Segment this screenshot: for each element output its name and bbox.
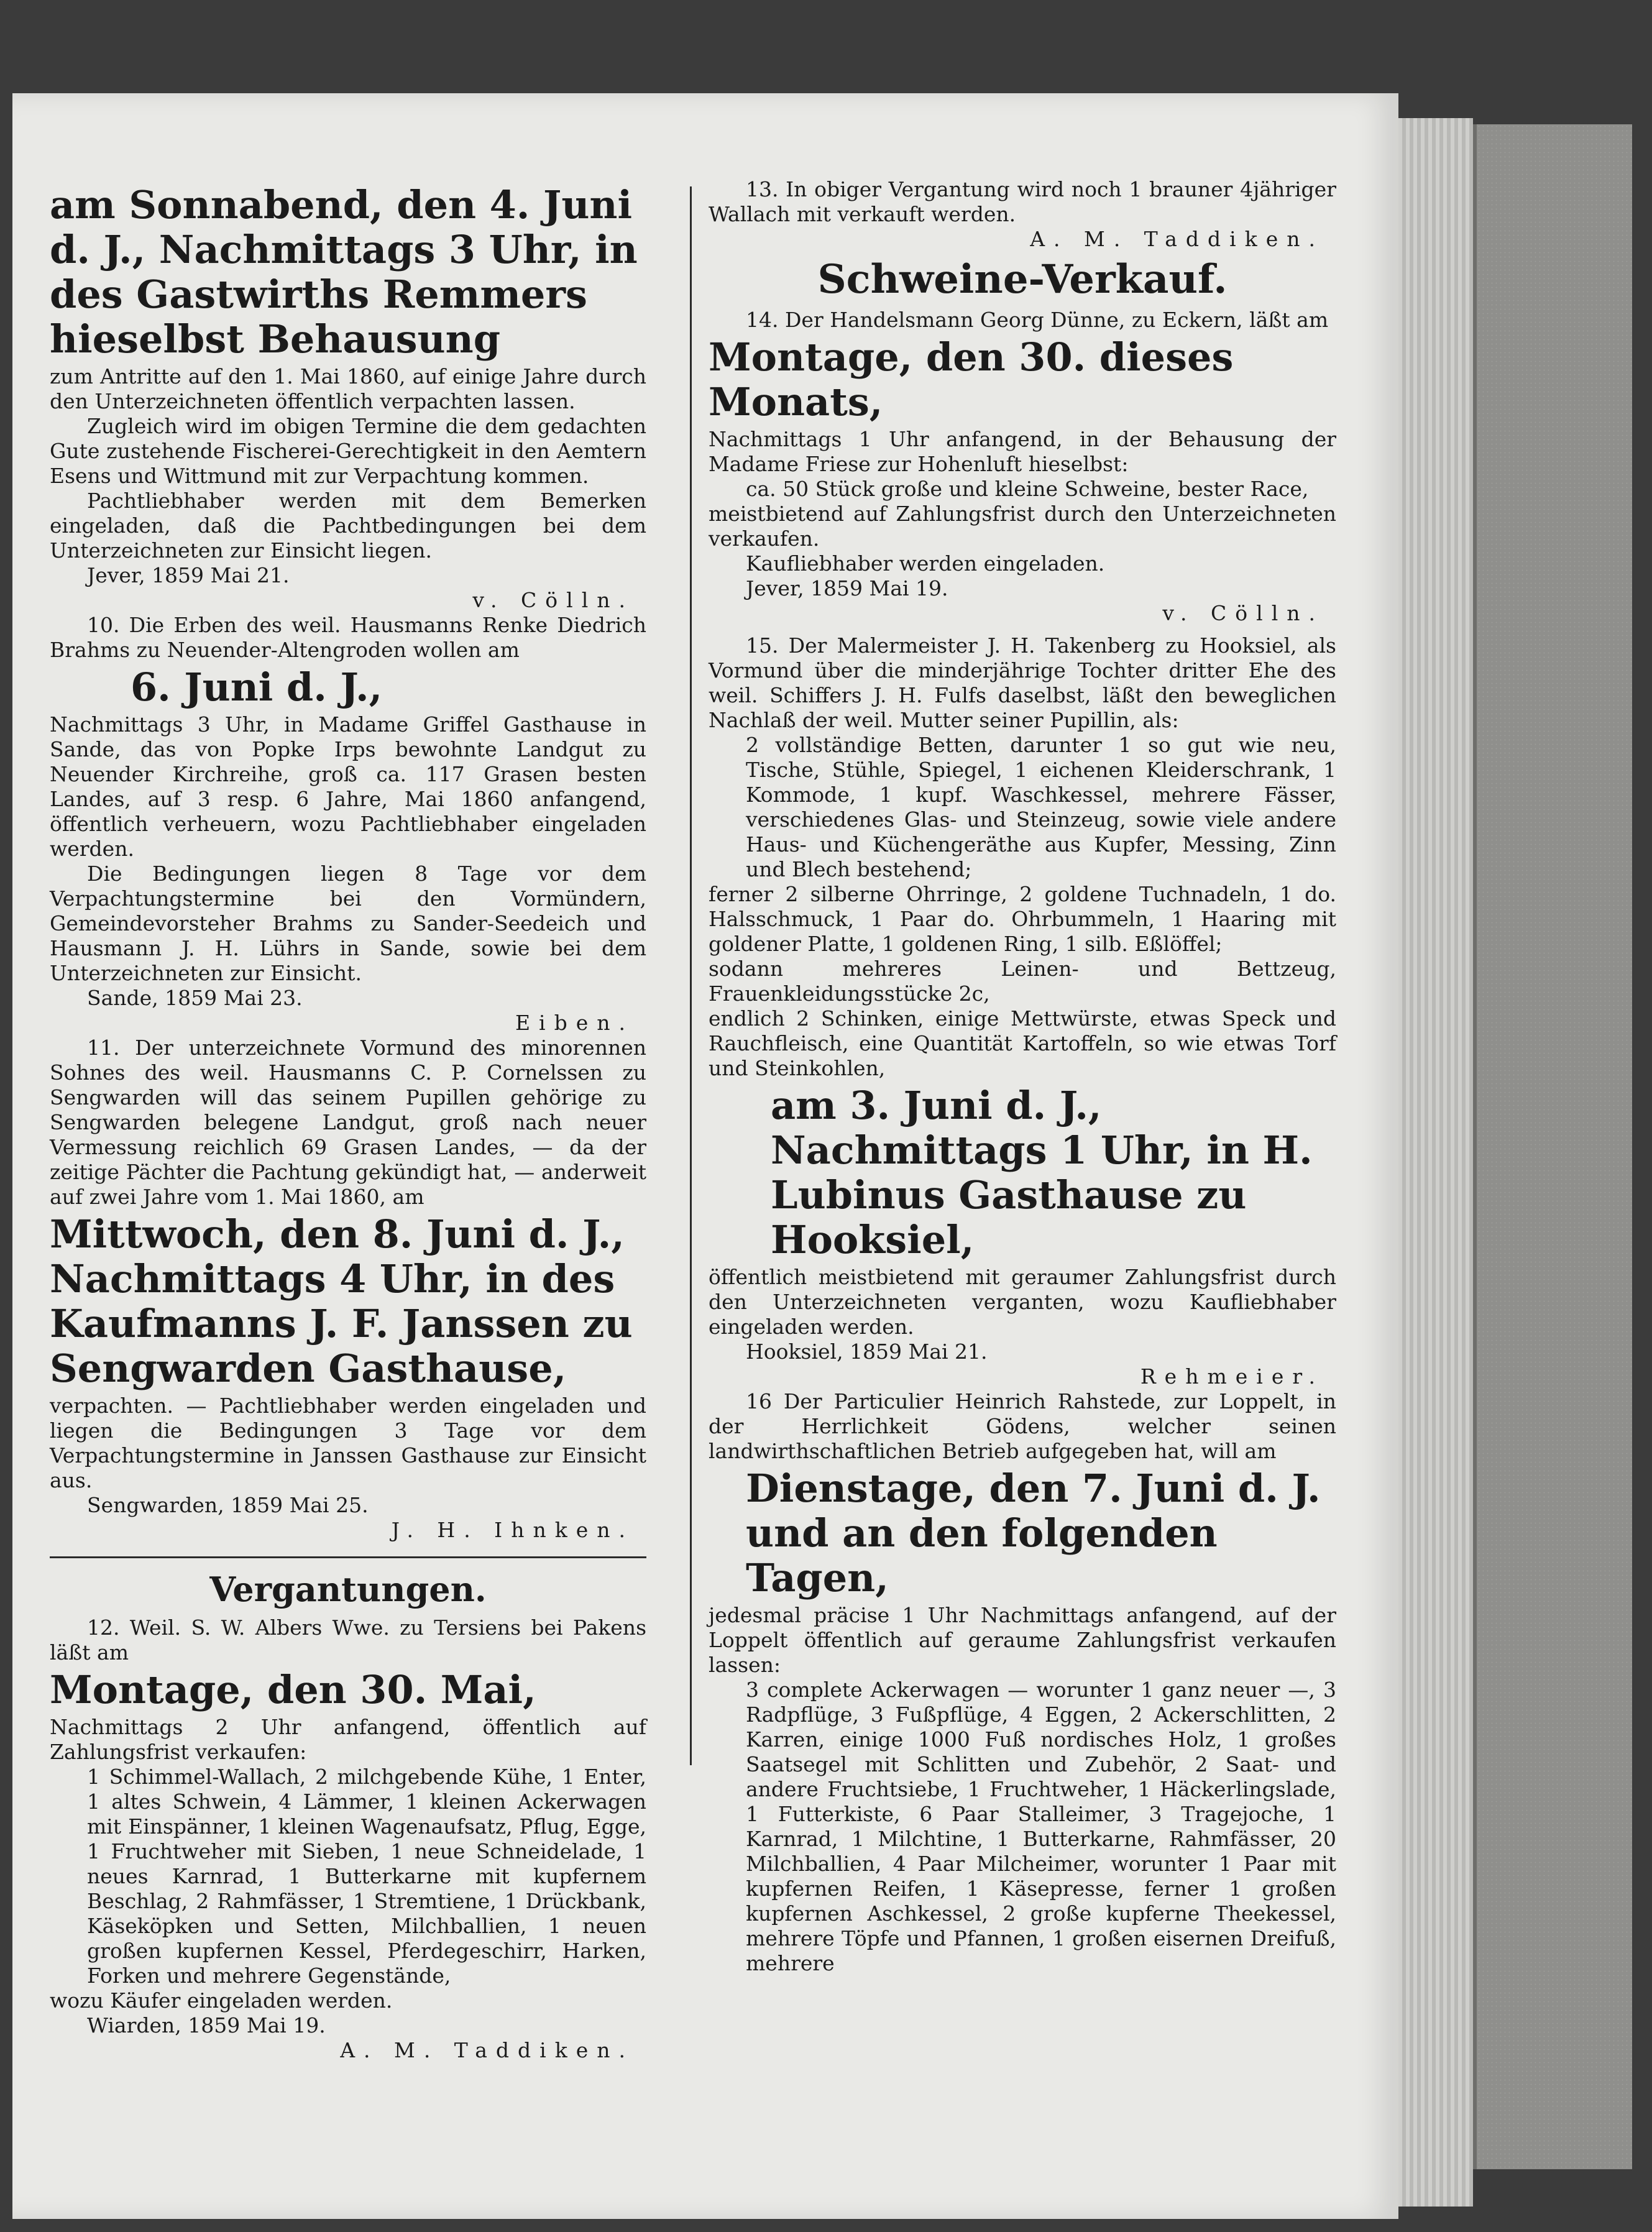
notice-15-signature: Rehmeier. — [1140, 1364, 1324, 1389]
notice-15-date: Hooksiel, 1859 Mai 21. — [746, 1339, 988, 1364]
left-column — [50, 180, 646, 2063]
notice-11-headline: Mittwoch, den 8. Juni d. J., Nachmittags 4 Uhr, in des Kaufmanns J. F. Janssen zu Sengwarden Gasthause, — [50, 1211, 633, 1391]
notice-9-fishing: Zugleich wird im obigen Termine die dem gedachten Gute zustehende Fischerei-Gerechtigkeit in den Aemtern Esens und Wittmund mit zur Verpachtung kommen. — [50, 414, 646, 488]
notice-15-item-list-4: endlich 2 Schinken, einige Mettwürste, etwas Speck und Rauchfleisch, eine Quantität Kartoffeln, so wie etwas Torf und Steinkohlen, — [709, 1006, 1336, 1080]
notice-15-conditions: öffentlich meistbietend mit geraumer Zahlungsfrist durch den Unterzeichneten verganten, wozu Kaufliebhaber eingeladen werden. — [709, 1265, 1336, 1339]
notice-12-intro: 12. Weil. S. W. Albers Wwe. zu Tersiens bei Pakens läßt am — [50, 1615, 646, 1665]
notice-11-conditions: verpachten. — Pachtliebhaber werden eingeladen und liegen die Bedingungen 3 Tage vor dem Verpachtungstermine in Janssen Gasthause zur Einsicht aus. — [50, 1394, 646, 1492]
notice-9-invite: Pachtliebhaber werden mit dem Bemerken eingeladen, daß die Pachtbedingungen bei dem Unterzeichneten zur Einsicht liegen. — [50, 489, 646, 563]
notice-12-date: Wiarden, 1859 Mai 19. — [87, 2013, 326, 2037]
notice-9-text: zum Antritte auf den 1. Mai 1860, auf einige Jahre durch den Unterzeichneten öffentlich verpachten lassen. — [50, 364, 646, 413]
notice-14-date: Jever, 1859 Mai 19. — [746, 576, 948, 600]
notice-16-item-list: 3 complete Ackerwagen — worunter 1 ganz neuer —, 3 Radpflüge, 3 Fußpflüge, 4 Eggen, 2 Ackerschlitten, 2 Karren, einige 1000 Fuß nordisches Holz, 1 großes Saatsegel mit Schlitten und Zubehör, 2 Saat- und andere Fruchtsiebe, 1 Fruchtweher, 1 Häckerlingslade, 1 Futterkiste, 6 Paar Stalleimer, 3 Tragejoche, 1 Karnrad, 1 Milchtine, 1 Butterkarne, Rahmfässer, 20 Milchballien, 4 Paar Milcheimer, worunter 1 Paar mit kupfernen Reifen, 1 Käsepresse, ferner 1 großen kupfernen Aschkessel, 2 große kupferne Theekessel, mehrere Töpfe und Pfannen, 1 großen eisernen Dreifuß, mehrere — [746, 1678, 1336, 1975]
notice-12-item-list: 1 Schimmel-Wallach, 2 milchgebende Kühe, 1 Enter, 1 altes Schwein, 4 Lämmer, 1 kleinen Ackerwagen mit Einspänner, 1 kleinen Wagenaufsatz, Pflug, Egge, 1 Fruchtweher mit Sieben, 1 neue Schneidelade, 1 neues Karnrad, 1 Butterkarne mit kupfernem Beschlag, 2 Rahmfässer, 1 Stremtiene, 1 Drückbank, Käseköpken und Setten, Milchballien, 1 neuen großen kupfernen Kessel, Pferdegeschirr, Harken, Forken und mehrere Gegenstände, — [87, 1765, 646, 1988]
notice-10-headline: 6. Juni d. J., — [131, 664, 383, 710]
section-rule — [50, 1556, 646, 1558]
notice-14-end: meistbietend auf Zahlungsfrist durch den Unterzeichneten verkaufen. — [709, 502, 1336, 551]
notice-10-signature: Eiben. — [515, 1011, 634, 1035]
notice-10-intro: 10. Die Erben des weil. Hausmanns Renke Diedrich Brahms zu Neuender-Altengroden wollen am — [50, 613, 646, 662]
notice-15-headline: am 3. Juni d. J., Nachmittags 1 Uhr, in H. Lubinus Gasthause zu Hooksiel, — [771, 1083, 1313, 1262]
notice-13-signature: A. M. Taddiken. — [1030, 227, 1324, 251]
notice-12-headline: Montage, den 30. Mai, — [50, 1667, 536, 1712]
spacer — [709, 626, 1336, 633]
right-column — [709, 177, 1336, 1976]
notice-9-signature: v. Cölln. — [472, 588, 634, 612]
notice-14-headline: Montage, den 30. dieses Monats, — [709, 334, 1234, 425]
notice-14-intro: 14. Der Handelsmann Georg Dünne, zu Eckern, läßt am — [746, 308, 1329, 332]
section-heading-schweine-verkauf: Schweine-Verkauf. — [817, 256, 1228, 303]
notice-14-invite: Kaufliebhaber werden eingeladen. — [746, 551, 1105, 576]
notice-14-text: Nachmittags 1 Uhr anfangend, in der Behausung der Madame Friese zur Hohenluft hieselbst: — [709, 427, 1336, 476]
notice-13-text: 13. In obiger Vergantung wird noch 1 brauner 4jähriger Wallach mit verkauft werden. — [709, 177, 1336, 226]
notice-14-item-list: ca. 50 Stück große und kleine Schweine, bester Race, — [746, 477, 1309, 501]
notice-11-signature: J. H. Ihnken. — [391, 1518, 634, 1542]
notice-12-text: Nachmittags 2 Uhr anfangend, öffentlich auf Zahlungsfrist verkaufen: — [50, 1715, 646, 1764]
notice-14-signature: v. Cölln. — [1162, 601, 1324, 625]
notice-9-date: Jever, 1859 Mai 21. — [87, 563, 290, 587]
notice-12-signature: A. M. Taddiken. — [340, 2038, 634, 2062]
notice-12-end: wozu Käufer eingeladen werden. — [50, 1988, 393, 2013]
book-cover — [1473, 124, 1632, 2169]
notice-9-headline: am Sonnabend, den 4. Juni d. J., Nachmittags 3 Uhr, in des Gastwirths Remmers hieselbst Behausung — [50, 182, 638, 362]
notice-15-item-list-2: ferner 2 silberne Ohrringe, 2 goldene Tuchnadeln, 1 do. Halsschmuck, 1 Paar do. Ohrbummeln, 1 Haaring mit goldener Platte, 1 goldenen Ring, 1 silb. Eßlöffel; — [709, 882, 1336, 956]
notice-15-item-list-3: sodann mehreres Leinen- und Bettzeug, Frauenkleidungsstücke 2c, — [709, 957, 1336, 1006]
notice-16-text: 16 Der Particulier Heinrich Rahstede, zur Loppelt, in der Herrlichkeit Gödens, welcher seinen landwirthschaftlichen Betrieb aufgegeben hat, will am — [709, 1389, 1336, 1463]
notice-11-text: 11. Der unterzeichnete Vormund des minorennen Sohnes des weil. Hausmanns C. P. Cornelssen zu Sengwarden will das seinem Pupillen gehörige zu Sengwarden belegene Landgut, groß nach neuer Vermessung reichlich 69 Grasen Landes, — da der zeitige Pächter die Pachtung gekündigt hat, — anderweit auf zwei Jahre vom 1. Mai 1860, am — [50, 1036, 646, 1209]
book-page-edges — [1398, 118, 1473, 2207]
notice-10-text: Nachmittags 3 Uhr, in Madame Griffel Gasthause in Sande, das von Popke Irps bewohnte Landgut zu Neuender Kirchreihe, groß ca. 117 Grasen besten Landes, auf 3 resp. 6 Jahre, Mai 1860 anfangend, öffentlich verheuern, wozu Pachtliebhaber eingeladen werden. — [50, 712, 646, 861]
notice-15-text: 15. Der Malermeister J. H. Takenberg zu Hooksiel, als Vormund über die minderjährige Tochter dritter Ehe des weil. Schiffers J. H. Fulfs daselbst, läßt den beweglichen Nachlaß der weil. Mutter seiner Pupillin, als: — [709, 633, 1336, 732]
notice-11-date: Sengwarden, 1859 Mai 25. — [87, 1493, 369, 1517]
notice-10-conditions: Die Bedingungen liegen 8 Tage vor dem Verpachtungstermine bei den Vormündern, Gemeindevorsteher Brahms zu Sander-Seedeich und Hausmann J. H. Lührs in Sande, sowie bei dem Unterzeichneten zur Einsicht. — [50, 861, 646, 985]
section-heading-vergantungen: Vergantungen. — [209, 1569, 487, 1609]
notice-16-conditions: jedesmal präcise 1 Uhr Nachmittags anfangend, auf der Loppelt öffentlich auf geraume Zahlungsfrist verkaufen lassen: — [709, 1603, 1336, 1677]
notice-10-date: Sande, 1859 Mai 23. — [87, 986, 303, 1010]
notice-16-headline: Dienstage, den 7. Juni d. J. und an den folgenden Tagen, — [746, 1466, 1321, 1601]
column-divider — [690, 186, 692, 1765]
notice-15-item-list-1: 2 vollständige Betten, darunter 1 so gut wie neu, Tische, Stühle, Spiegel, 1 eichenen Kleiderschrank, 1 Kommode, 1 kupf. Waschkessel, mehrere Fässer, verschiedenes Glas- und Steinzeug, sowie viele andere Haus- und Küchengeräthe aus Kupfer, Messing, Zinn und Blech bestehend; — [746, 733, 1336, 881]
